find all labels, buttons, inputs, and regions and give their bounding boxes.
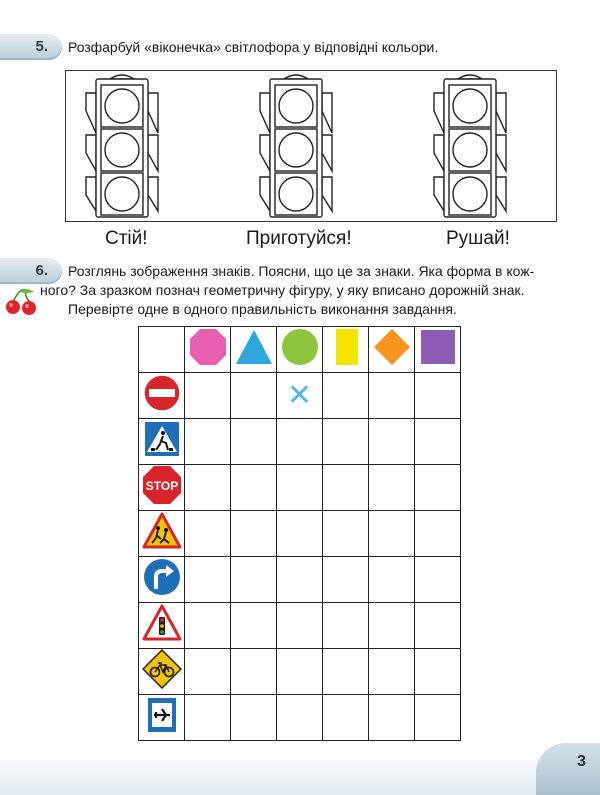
bicycle-sign-icon — [142, 649, 182, 689]
sign-row-bicycle — [139, 649, 461, 695]
airport-sign-icon — [142, 695, 182, 735]
sign-row-airport — [139, 695, 461, 741]
answer-cell[interactable] — [185, 373, 231, 419]
task-6-line-2: ного? За зразком познач геометричну фігуру, у яку вписано дорожній знак. — [40, 282, 525, 298]
answer-cell[interactable] — [369, 557, 415, 603]
answer-cell[interactable] — [323, 511, 369, 557]
shape-rectangle-cell — [323, 327, 369, 373]
answer-cell[interactable] — [323, 465, 369, 511]
label-stop: Стій! — [105, 228, 148, 249]
task-5-number: 5. — [35, 38, 48, 55]
octagon-icon — [188, 327, 228, 367]
traffic-light-sign-icon — [142, 603, 182, 643]
page-number: 3 — [577, 753, 586, 770]
task-5-text: Розфарбуй «віконечка» світлофора у відповідні кольори. — [68, 39, 439, 55]
task-5-number-tab — [0, 34, 62, 60]
answer-cell[interactable] — [277, 557, 323, 603]
page-footer-band — [0, 751, 600, 795]
children-sign-icon — [142, 511, 182, 551]
sign-cell — [139, 373, 185, 419]
answer-cell[interactable] — [231, 695, 277, 741]
answer-cell[interactable] — [277, 603, 323, 649]
answer-cell[interactable] — [415, 649, 461, 695]
answer-cell[interactable] — [231, 419, 277, 465]
sign-cell — [139, 419, 185, 465]
answer-cell[interactable] — [231, 373, 277, 419]
answer-cell[interactable] — [231, 557, 277, 603]
stop-sign-text: STOP — [145, 479, 178, 493]
answer-cell[interactable] — [185, 603, 231, 649]
answer-cell[interactable] — [231, 465, 277, 511]
example-cross-mark: ✕ — [286, 378, 313, 412]
answer-cell[interactable] — [277, 649, 323, 695]
answer-cell[interactable] — [415, 373, 461, 419]
answer-cell[interactable] — [369, 465, 415, 511]
square-icon — [418, 327, 458, 367]
shape-square-cell — [415, 327, 461, 373]
answer-cell[interactable] — [185, 511, 231, 557]
traffic-light-2 — [260, 75, 332, 217]
answer-cell[interactable] — [415, 419, 461, 465]
sign-cell — [139, 695, 185, 741]
shape-header-row — [139, 327, 461, 373]
corner-cell — [139, 327, 185, 373]
answer-cell[interactable] — [277, 511, 323, 557]
traffic-lights-frame — [65, 70, 557, 222]
traffic-lights-drawing — [66, 71, 556, 221]
circle-icon — [280, 327, 320, 367]
answer-cell[interactable] — [231, 511, 277, 557]
sign-row-pedestrian-crossing — [139, 419, 461, 465]
answer-cell[interactable] — [185, 695, 231, 741]
shape-rhombus-cell — [369, 327, 415, 373]
answer-cell[interactable] — [415, 511, 461, 557]
pedestrian-crossing-sign-icon — [142, 419, 182, 459]
task-6-number: 6. — [35, 262, 48, 279]
answer-cell[interactable] — [323, 373, 369, 419]
rhombus-icon — [372, 327, 412, 367]
answer-cell[interactable] — [185, 419, 231, 465]
page-number-tab — [536, 743, 600, 795]
answer-cell[interactable] — [415, 695, 461, 741]
turn-right-sign-icon — [142, 557, 182, 597]
label-go: Рушай! — [446, 228, 510, 249]
task-6-line-3: Перевірте одне в одного правильність виконання завдання. — [68, 301, 457, 317]
answer-cell[interactable] — [369, 695, 415, 741]
triangle-icon — [234, 327, 274, 367]
task-6-line-1: Розглянь зображення знаків. Поясни, що це за знаки. Яка форма в кож- — [68, 263, 535, 279]
answer-cell[interactable] — [277, 373, 323, 419]
answer-cell[interactable] — [415, 465, 461, 511]
answer-cell[interactable] — [231, 649, 277, 695]
answer-cell[interactable] — [185, 465, 231, 511]
sign-row-children — [139, 511, 461, 557]
answer-cell[interactable] — [323, 419, 369, 465]
answer-cell[interactable] — [185, 649, 231, 695]
sign-cell — [139, 465, 185, 511]
answer-cell[interactable] — [231, 603, 277, 649]
answer-cell[interactable] — [369, 603, 415, 649]
shape-triangle-cell — [231, 327, 277, 373]
answer-cell[interactable] — [415, 557, 461, 603]
stop-sign-icon — [142, 465, 182, 505]
cherry-icon — [4, 286, 40, 316]
answer-cell[interactable] — [277, 419, 323, 465]
rectangle-icon — [326, 327, 366, 367]
answer-cell[interactable] — [369, 511, 415, 557]
shape-circle-cell — [277, 327, 323, 373]
answer-cell[interactable] — [323, 649, 369, 695]
sign-row-stop — [139, 465, 461, 511]
answer-cell[interactable] — [323, 695, 369, 741]
traffic-light-1 — [86, 75, 158, 217]
sign-cell — [139, 557, 185, 603]
signs-grid — [138, 326, 461, 741]
answer-cell[interactable] — [323, 557, 369, 603]
label-get-ready: Приготуйся! — [246, 228, 352, 249]
answer-cell[interactable] — [369, 649, 415, 695]
sign-row-turn-right — [139, 557, 461, 603]
answer-cell[interactable] — [369, 419, 415, 465]
answer-cell[interactable] — [277, 465, 323, 511]
no-entry-sign-icon — [142, 373, 182, 413]
answer-cell[interactable] — [277, 695, 323, 741]
answer-cell[interactable] — [323, 603, 369, 649]
sign-cell — [139, 511, 185, 557]
sign-row-traffic-light — [139, 603, 461, 649]
sign-cell — [139, 649, 185, 695]
answer-cell[interactable] — [369, 373, 415, 419]
sign-cell — [139, 603, 185, 649]
shape-octagon-cell — [185, 327, 231, 373]
answer-cell[interactable] — [185, 557, 231, 603]
answer-cell[interactable] — [415, 603, 461, 649]
sign-row-no-entry — [139, 373, 461, 419]
traffic-light-3 — [434, 75, 506, 217]
